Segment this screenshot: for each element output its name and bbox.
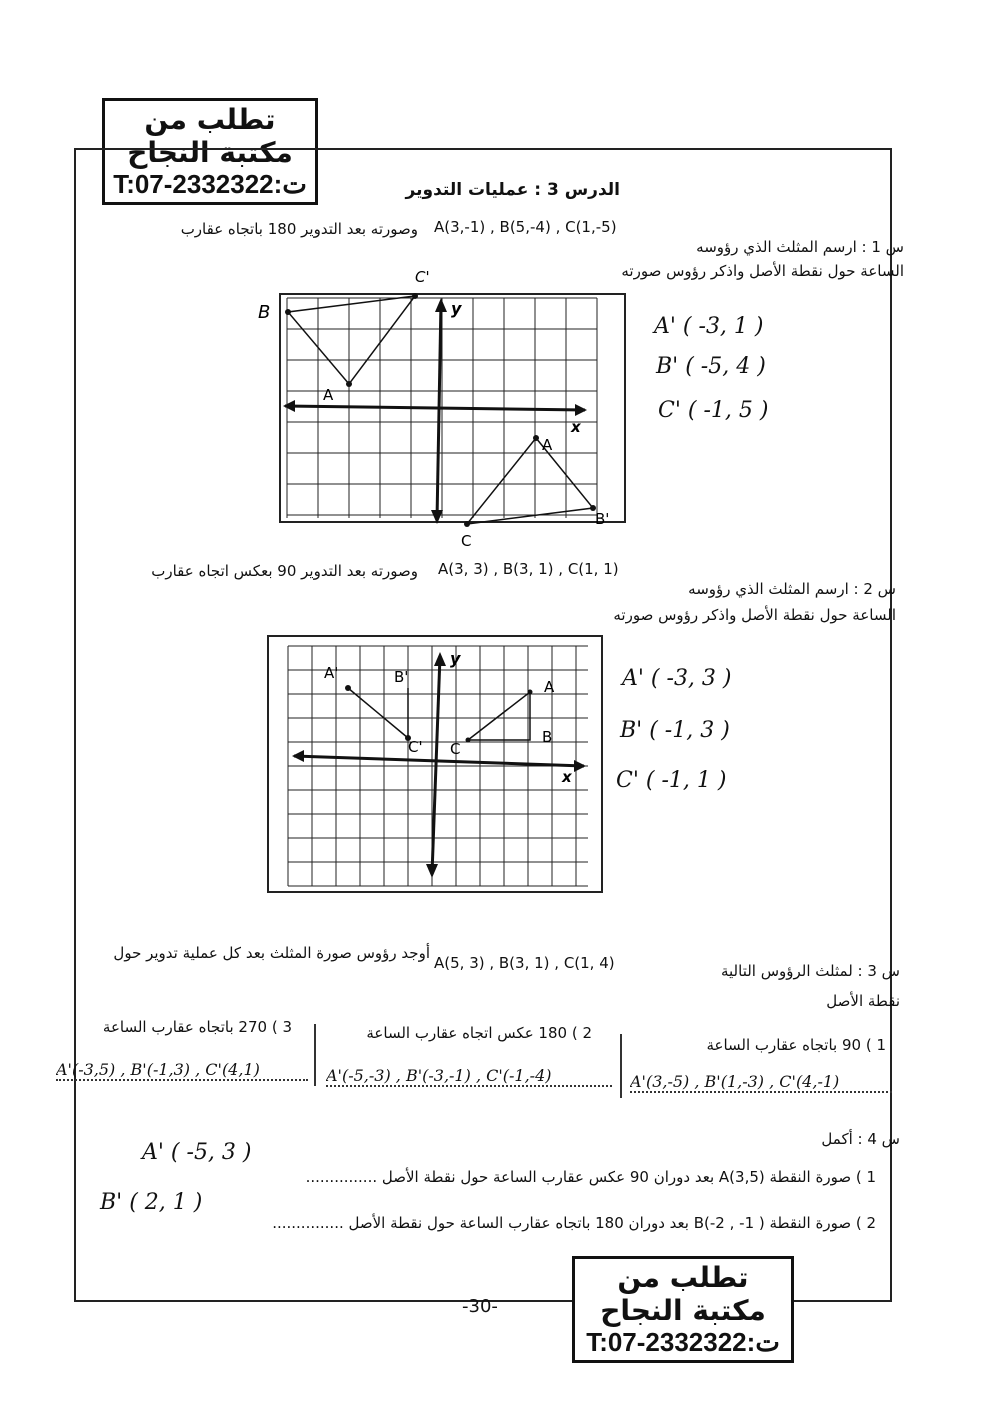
q1-y-axis bbox=[437, 302, 441, 520]
q1-y-arrow-up bbox=[435, 298, 447, 312]
q2-label-c-original: C bbox=[450, 740, 461, 758]
q2-label-b-original: B bbox=[542, 728, 553, 746]
stamp-bottom-line2: T:07-2332322:ت bbox=[586, 1327, 780, 1357]
q1-prefix: س 1 : ارسم المثلث الذي رؤوسه bbox=[696, 238, 904, 256]
q2-triangle-image bbox=[348, 688, 408, 738]
page-number: -30- bbox=[462, 1296, 498, 1317]
q1-label-c-original: C bbox=[461, 532, 472, 550]
q3-divider-1 bbox=[314, 1024, 316, 1086]
q1-line2: الساعة حول نقطة الأصل واذكر رؤوس صورته bbox=[621, 262, 904, 280]
q1-label-a-original: A bbox=[542, 436, 553, 454]
q1-answer-a: A' ( -3, 1 ) bbox=[654, 314, 764, 339]
q1-label-b-image: B bbox=[258, 302, 271, 323]
q1-label-a-image: A bbox=[323, 386, 334, 404]
q1-answer-c: C' ( -1, 5 ) bbox=[658, 398, 769, 423]
q2-y-arrow-up bbox=[434, 652, 446, 666]
q2-y-arrow-down bbox=[426, 864, 438, 878]
q3-part3-label: 3 ) 270 باتجاه عقارب الساعة bbox=[102, 1018, 292, 1036]
q4-answer-2: B' ( 2, 1 ) bbox=[100, 1190, 203, 1215]
q2-y-axis bbox=[432, 656, 440, 874]
q2-answer-a: A' ( -3, 3 ) bbox=[622, 666, 732, 691]
q1-label-x: x bbox=[571, 418, 581, 436]
q2-graph bbox=[266, 634, 606, 896]
q1-answer-b: B' ( -5, 4 ) bbox=[656, 354, 766, 379]
q1-triangle-original bbox=[467, 438, 593, 524]
q4-title: س 4 : أكمل bbox=[821, 1130, 900, 1148]
q4-item-1: 1 ) صورة النقطة A(3,5) بعد دوران 90 عكس عقارب الساعة حول نقطة الأصل ............... bbox=[305, 1168, 876, 1186]
q3-divider-2 bbox=[620, 1034, 622, 1098]
q3-line2: نقطة الأصل bbox=[826, 992, 900, 1010]
q3-tail: أوجد رؤوس صورة المثلث بعد كل عملية تدوير حول bbox=[113, 944, 430, 962]
q1-label-b-original: B' bbox=[595, 510, 610, 528]
q2-label-a-original: A bbox=[544, 678, 555, 696]
q1-label-c-image: C' bbox=[415, 268, 430, 286]
q3-part3-answer: A'(-3,5) , B'(-1,3) , C'(4,1) bbox=[56, 1060, 308, 1081]
q2-triangle-original bbox=[468, 692, 530, 740]
lesson-title: الدرس 3 : عمليات التدوير bbox=[405, 180, 620, 200]
q2-label-y: y bbox=[450, 649, 461, 668]
q3-part1-answer: A'(3,-5) , B'(1,-3) , C'(4,-1) bbox=[630, 1072, 892, 1093]
q2-label-c-image: C' bbox=[408, 738, 423, 756]
q1-tail: وصورته بعد التدوير 180 باتجاه عقارب bbox=[180, 220, 418, 238]
q1-x-arrow-right bbox=[575, 404, 587, 416]
q4-item-2: 2 ) صورة النقطة ( 1- , 2-)B بعد دوران 180 باتجاه عقارب الساعة حول نقطة الأصل ............... bbox=[272, 1214, 876, 1232]
q2-x-arrow-right bbox=[574, 760, 586, 772]
q2-coords: A(3, 3) , B(3, 1) , C(1, 1) bbox=[438, 560, 619, 578]
q3-part1-label: 1 ) 90 باتجاه عقارب الساعة bbox=[706, 1036, 886, 1054]
stamp-top-line2: T:07-2332322:ت bbox=[113, 169, 307, 199]
stamp-bottom-line1: تطلب من مكتبة النجاح bbox=[600, 1261, 766, 1327]
q2-answer-b: B' ( -1, 3 ) bbox=[620, 718, 730, 743]
q2-answer-c: C' ( -1, 1 ) bbox=[616, 768, 727, 793]
q2-prefix: س 2 : ارسم المثلث الذي رؤوسه bbox=[688, 580, 896, 598]
q1-label-y: y bbox=[451, 299, 462, 318]
q2-label-b-image: B' bbox=[394, 668, 409, 686]
stamp-top-line1: تطلب من مكتبة النجاح bbox=[127, 103, 293, 169]
q1-x-axis bbox=[285, 406, 585, 410]
q1-x-arrow-left bbox=[283, 400, 295, 412]
q2-x-axis bbox=[294, 756, 584, 766]
q2-x-arrow-left bbox=[292, 750, 304, 762]
q2-label-a-image: A' bbox=[324, 664, 339, 682]
q3-part2-answer: A'(-5,-3) , B'(-3,-1) , C'(-1,-4) bbox=[326, 1066, 612, 1087]
q1-triangle-image bbox=[288, 296, 415, 384]
q2-label-x: x bbox=[562, 768, 572, 786]
q1-graph bbox=[255, 262, 630, 552]
q1-coords: A(3,-1) , B(5,-4) , C(1,-5) bbox=[434, 218, 617, 236]
q4-answer-1: A' ( -5, 3 ) bbox=[142, 1140, 252, 1165]
q3-prefix: س 3 : لمثلث الرؤوس التالية bbox=[720, 962, 900, 980]
q2-line2: الساعة حول نقطة الأصل واذكر رؤوس صورته bbox=[613, 606, 896, 624]
stamp-bottom bbox=[572, 1256, 794, 1363]
q3-part2-label: 2 ) 180 عكس اتجاه عقارب الساعة bbox=[366, 1024, 592, 1042]
q2-tail: وصورته بعد التدوير 90 بعكس اتجاه عقارب bbox=[151, 562, 418, 580]
q3-coords: A(5, 3) , B(3, 1) , C(1, 4) bbox=[434, 954, 615, 972]
